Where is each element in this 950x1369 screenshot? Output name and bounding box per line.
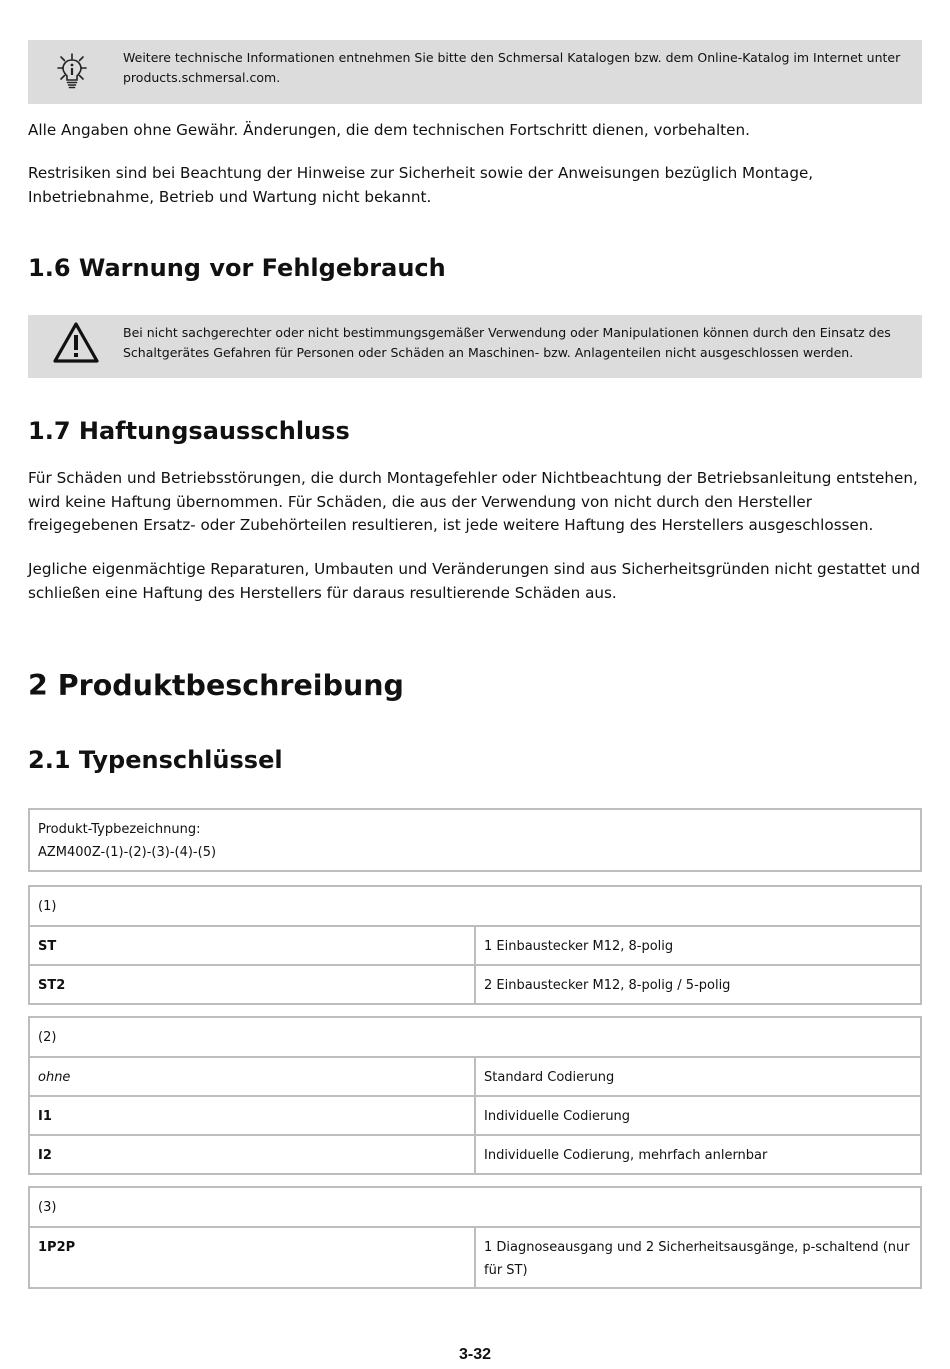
- info-note: [28, 40, 922, 104]
- group-title: (3): [38, 1199, 57, 1215]
- code-cell: I2: [30, 1136, 476, 1173]
- disclaimer-text: Alle Angaben ohne Gewähr. Änderungen, die dem technischen Fortschritt dienen, vorbehalten.: [28, 121, 750, 139]
- type-key-group-1: [28, 885, 922, 1005]
- type-key-group-3: [28, 1186, 922, 1289]
- type-designation-value: AZM400Z-(1)-(2)-(3)-(4)-(5): [38, 845, 217, 860]
- code-cell: I1: [30, 1097, 476, 1134]
- liability-para-2: Jegliche eigenmächtige Reparaturen, Umbauten und Veränderungen sind aus Sicherheitsgründen nicht gestattet und schließen eine Haftung des Herstellers für daraus resultierende Schäden aus.: [28, 560, 921, 602]
- code-cell: ST2: [30, 966, 476, 1003]
- type-designation-label: Produkt-Typbezeichnung:: [38, 822, 201, 837]
- page-number: 3-32: [458, 1346, 492, 1363]
- warning-triangle-icon: [52, 321, 100, 369]
- description-cell: Standard Codierung: [484, 1070, 615, 1085]
- description-cell: Individuelle Codierung: [484, 1109, 631, 1124]
- code-cell: 1P2P: [30, 1228, 476, 1287]
- table-row: [30, 925, 920, 964]
- heading-1-6: 1.6 Warnung vor Fehlgebrauch: [28, 254, 446, 282]
- liability-para-1: Für Schäden und Betriebsstörungen, die durch Montagefehler oder Nichtbeachtung der Betriebsanleitung entstehen, wird keine Haftung übernommen. Für Schäden, die aus der Verwendung von nicht durch den Hersteller freigegebenen Ersatz- oder Zubehörteilen resultieren, ist jede weitere Haftung des Herstellers ausgeschlossen.: [28, 469, 918, 534]
- table-row: [30, 964, 920, 1003]
- code-cell: ohne: [30, 1058, 476, 1095]
- group-title: (2): [38, 1029, 57, 1045]
- warning-note: [28, 315, 922, 378]
- table-row: [30, 1134, 920, 1173]
- info-note-text: Weitere technische Informationen entnehmen Sie bitte den Schmersal Katalogen bzw. dem Online-Katalog im Internet unter products.schmersal.com.: [123, 50, 901, 85]
- table-row: [30, 1095, 920, 1134]
- description-cell: 2 Einbaustecker M12, 8-polig / 5-polig: [484, 978, 731, 993]
- code-cell: ST: [30, 927, 476, 964]
- warning-note-text: Bei nicht sachgerechter oder nicht bestimmungsgemäßer Verwendung oder Manipulationen können durch den Einsatz des Schaltgerätes Gefahren für Personen oder Schäden an Maschinen- bzw. Anlagenteilen nicht ausgeschlossen werden.: [123, 325, 891, 360]
- heading-2-1: 2.1 Typenschlüssel: [28, 746, 283, 774]
- description-cell: 1 Diagnoseausgang und 2 Sicherheitsausgänge, p-schaltend (nur für ST): [484, 1240, 910, 1278]
- group-title: (1): [38, 898, 57, 914]
- description-cell: Individuelle Codierung, mehrfach anlernbar: [484, 1148, 768, 1163]
- table-row: [30, 1226, 920, 1287]
- description-cell: 1 Einbaustecker M12, 8-polig: [484, 939, 674, 954]
- type-key-group-2: [28, 1016, 922, 1175]
- heading-2: 2 Produktbeschreibung: [28, 669, 404, 702]
- heading-1-7: 1.7 Haftungsausschluss: [28, 417, 350, 445]
- table-row: [30, 1056, 920, 1095]
- type-designation-table: [28, 808, 922, 872]
- lightbulb-info-icon: [52, 52, 92, 96]
- residual-risks-text: Restrisiken sind bei Beachtung der Hinweise zur Sicherheit sowie der Anweisungen bezüglich Montage, Inbetriebnahme, Betrieb und Wartung nicht bekannt.: [28, 164, 814, 206]
